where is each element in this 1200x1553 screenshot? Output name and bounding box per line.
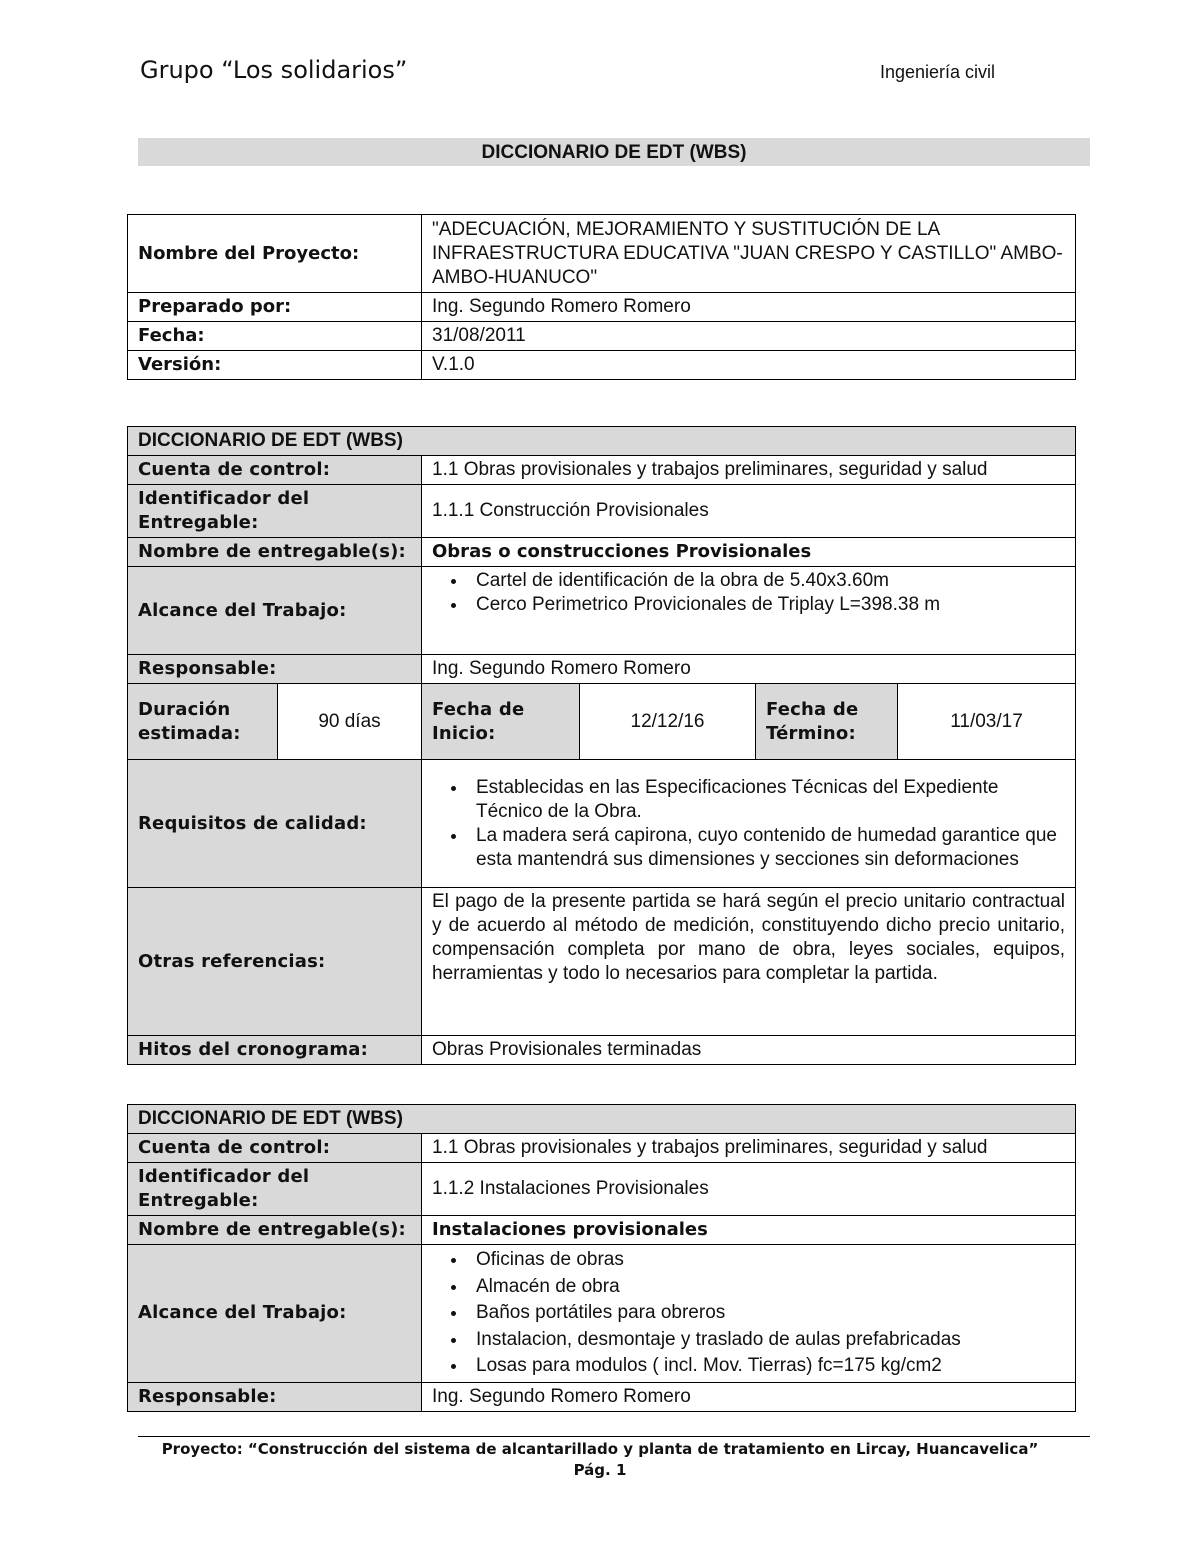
other-references-label: Otras referencias: (128, 888, 422, 1036)
wbs-heading: DICCIONARIO DE EDT (WBS) (128, 1105, 1076, 1134)
page-number: Pág. 1 (573, 1461, 627, 1479)
prepared-by-value: Ing. Segundo Romero Romero (422, 293, 1076, 322)
date-value: 31/08/2011 (422, 322, 1076, 351)
end-date-label: Fecha de Término: (756, 684, 898, 760)
responsible-label: Responsable: (128, 1382, 422, 1411)
deliverable-name-label: Nombre de entregable(s): (128, 1216, 422, 1245)
responsible-label: Responsable: (128, 655, 422, 684)
quality-label: Requisitos de calidad: (128, 760, 422, 888)
end-date-value: 11/03/17 (898, 684, 1076, 760)
deliverable-name-value: Instalaciones provisionales (422, 1216, 1076, 1245)
table-row (128, 760, 1076, 888)
date-label: Fecha: (128, 322, 422, 351)
responsible-value: Ing. Segundo Romero Romero (422, 655, 1076, 684)
document-title: DICCIONARIO DE EDT (WBS) (138, 138, 1090, 166)
list-item: • Instalacion, desmontaje y traslado de aulas prefabricadas (468, 1327, 1065, 1354)
prepared-by-label: Preparado por: (128, 293, 422, 322)
other-references-value: El pago de la presente partida se hará según el precio unitario contractual y de acuerdo al método de medición, constituyendo dicho precio unitario, compensación completa por mano de obra, leyes sociales, equipos, herramientas y todo lo necesarios para completar la partida. (422, 888, 1076, 1036)
control-account-value: 1.1 Obras provisionales y trabajos preliminares, seguridad y salud (422, 456, 1076, 485)
group-name: Grupo “Los solidarios” (140, 56, 408, 84)
table-row (128, 567, 1076, 655)
deliverable-name-label: Nombre de entregable(s): (128, 538, 422, 567)
deliverable-id-label: Identificador del Entregable: (128, 485, 422, 538)
scope-value (422, 1245, 1076, 1383)
table-row (128, 322, 1076, 351)
quality-list (432, 776, 1065, 872)
scope-label: Alcance del Trabajo: (128, 567, 422, 655)
deliverable-id-value: 1.1.2 Instalaciones Provisionales (422, 1163, 1076, 1216)
list-item: • La madera será capirona, cuyo contenido de humedad garantice que esta mantendrá sus dimensiones y secciones sin deformaciones (468, 824, 1065, 872)
table-row (128, 1036, 1076, 1065)
list-item: • Oficinas de obras (468, 1247, 1065, 1274)
control-account-label: Cuenta de control: (128, 456, 422, 485)
scope-list (432, 569, 1065, 617)
footer-divider (138, 1436, 1090, 1437)
table-row (128, 1382, 1076, 1411)
table-row (128, 485, 1076, 538)
version-label: Versión: (128, 351, 422, 380)
milestones-label: Hitos del cronograma: (128, 1036, 422, 1065)
table-row (128, 351, 1076, 380)
scope-value (422, 567, 1076, 655)
deliverable-id-label: Identificador del Entregable: (128, 1163, 422, 1216)
table-row (128, 1245, 1076, 1383)
start-date-value: 12/12/16 (580, 684, 756, 760)
list-item: • Almacén de obra (468, 1274, 1065, 1301)
project-name-value: "ADECUACIÓN, MEJORAMIENTO Y SUSTITUCIÓN DE LA INFRAESTRUCTURA EDUCATIVA "JUAN CRESPO Y CASTILLO" AMBO-AMBO-HUANUCO" (422, 215, 1076, 293)
milestones-value: Obras Provisionales terminadas (422, 1036, 1076, 1065)
table-row (128, 293, 1076, 322)
table-row (128, 888, 1076, 1036)
wbs-table-2 (127, 1104, 1076, 1412)
list-item: • Losas para modulos ( incl. Mov. Tierras) fc=175 kg/cm2 (468, 1353, 1065, 1380)
table-row (128, 1163, 1076, 1216)
responsible-value: Ing. Segundo Romero Romero (422, 1382, 1076, 1411)
table-row (128, 427, 1076, 456)
project-name-label: Nombre del Proyecto: (128, 215, 422, 293)
start-date-label: Fecha de Inicio: (422, 684, 580, 760)
list-item: • Establecidas en las Especificaciones Técnicas del Expediente Técnico de la Obra. (468, 776, 1065, 824)
control-account-value: 1.1 Obras provisionales y trabajos preliminares, seguridad y salud (422, 1134, 1076, 1163)
table-row (128, 215, 1076, 293)
wbs-heading: DICCIONARIO DE EDT (WBS) (128, 427, 1076, 456)
table-row (128, 538, 1076, 567)
table-row (128, 655, 1076, 684)
footer-project: Proyecto: “Construcción del sistema de alcantarillado y planta de tratamiento en Lircay, Huancavelica” (161, 1440, 1039, 1458)
deliverable-id-value: 1.1.1 Construcción Provisionales (422, 485, 1076, 538)
department-name: Ingeniería civil (880, 62, 996, 82)
list-item: • Baños portátiles para obreros (468, 1300, 1065, 1327)
wbs-table-1 (127, 426, 1076, 1065)
list-item: • Cartel de identificación de la obra de 5.40x3.60m (468, 569, 1065, 593)
list-item: • Cerco Perimetrico Provicionales de Triplay L=398.38 m (468, 593, 1065, 617)
deliverable-name-value: Obras o construcciones Provisionales (422, 538, 1076, 567)
table-row (128, 1105, 1076, 1134)
duration-label: Duración estimada: (128, 684, 278, 760)
scope-label: Alcance del Trabajo: (128, 1245, 422, 1383)
table-row (128, 1134, 1076, 1163)
project-info-table (127, 214, 1076, 380)
quality-value (422, 760, 1076, 888)
table-row (128, 456, 1076, 485)
table-row (128, 684, 1076, 760)
table-row (128, 1216, 1076, 1245)
control-account-label: Cuenta de control: (128, 1134, 422, 1163)
duration-value: 90 días (278, 684, 422, 760)
version-value: V.1.0 (422, 351, 1076, 380)
scope-list (432, 1247, 1065, 1380)
